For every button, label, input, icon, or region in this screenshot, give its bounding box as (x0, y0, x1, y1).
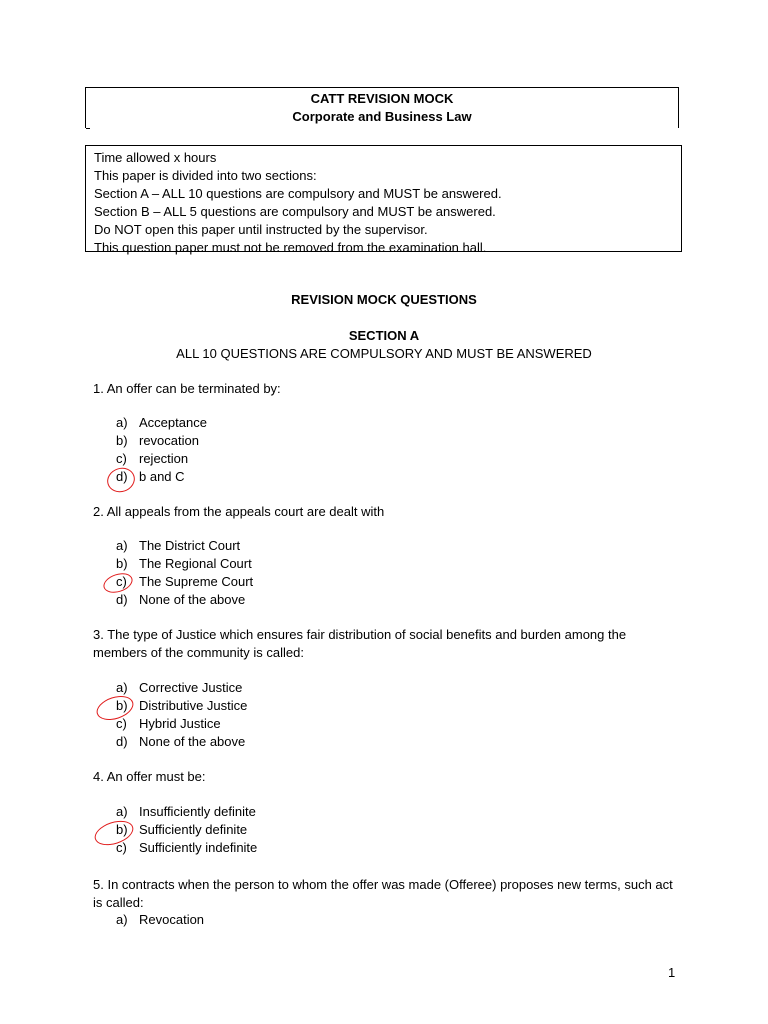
q1-option-c: c) rejection (116, 451, 189, 466)
instruction-line: This paper is divided into two sections: (94, 168, 317, 183)
section-subtitle: ALL 10 QUESTIONS ARE COMPULSORY AND MUST BE ANSWERED (176, 346, 592, 361)
paper-subtitle: Corporate and Business Law (292, 109, 472, 124)
page-number: 1 (668, 965, 676, 980)
q1-option-b: b) revocation (116, 433, 199, 448)
question-5: 5. In contracts when the person to whom the offer was made (Offeree) proposes new terms, such act is called: (93, 877, 673, 910)
q2-option-b: b) The Regional Court (116, 556, 252, 571)
q4-option-b: b) Sufficiently definite (116, 822, 248, 837)
header-box (85, 87, 679, 128)
instructions-box (85, 145, 682, 255)
instruction-line: Time allowed x hours (94, 150, 217, 165)
main-heading: REVISION MOCK QUESTIONS (291, 292, 477, 307)
question-2: 2. All appeals from the appeals court are dealt with (93, 504, 385, 519)
instruction-line: Section B – ALL 5 questions are compulsory and MUST be answered. (94, 204, 496, 219)
q3-option-a: a) Corrective Justice (116, 680, 243, 695)
question-1: 1. An offer can be terminated by: (93, 381, 281, 396)
q4-option-c: c) Sufficiently indefinite (116, 840, 258, 855)
q3-option-c: c) Hybrid Justice (116, 716, 221, 731)
paper-title: CATT REVISION MOCK (310, 91, 454, 106)
instruction-line: Section A – ALL 10 questions are compulsory and MUST be answered. (94, 186, 502, 201)
q2-option-d: d) None of the above (116, 592, 246, 607)
instruction-line: This question paper must not be removed from the examination hall. (94, 240, 487, 255)
q4-option-a: a) Insufficiently definite (116, 804, 256, 819)
q2-option-a: a) The District Court (116, 538, 241, 553)
q1-option-d: d) b and C (116, 469, 185, 484)
section-title: SECTION A (348, 328, 420, 343)
question-3: 3. The type of Justice which ensures fair distribution of social benefits and burden among the members of the community is called: (93, 627, 627, 660)
q1-option-a: a) Acceptance (116, 415, 207, 430)
q3-option-d: d) None of the above (116, 734, 246, 749)
q5-option-a: a) Revocation (116, 912, 205, 927)
question-4: 4. An offer must be: (93, 769, 206, 784)
instruction-line: Do NOT open this paper until instructed by the supervisor. (94, 222, 428, 237)
q2-option-c: c) The Supreme Court (116, 574, 254, 589)
q3-option-b: b) Distributive Justice (116, 698, 248, 713)
